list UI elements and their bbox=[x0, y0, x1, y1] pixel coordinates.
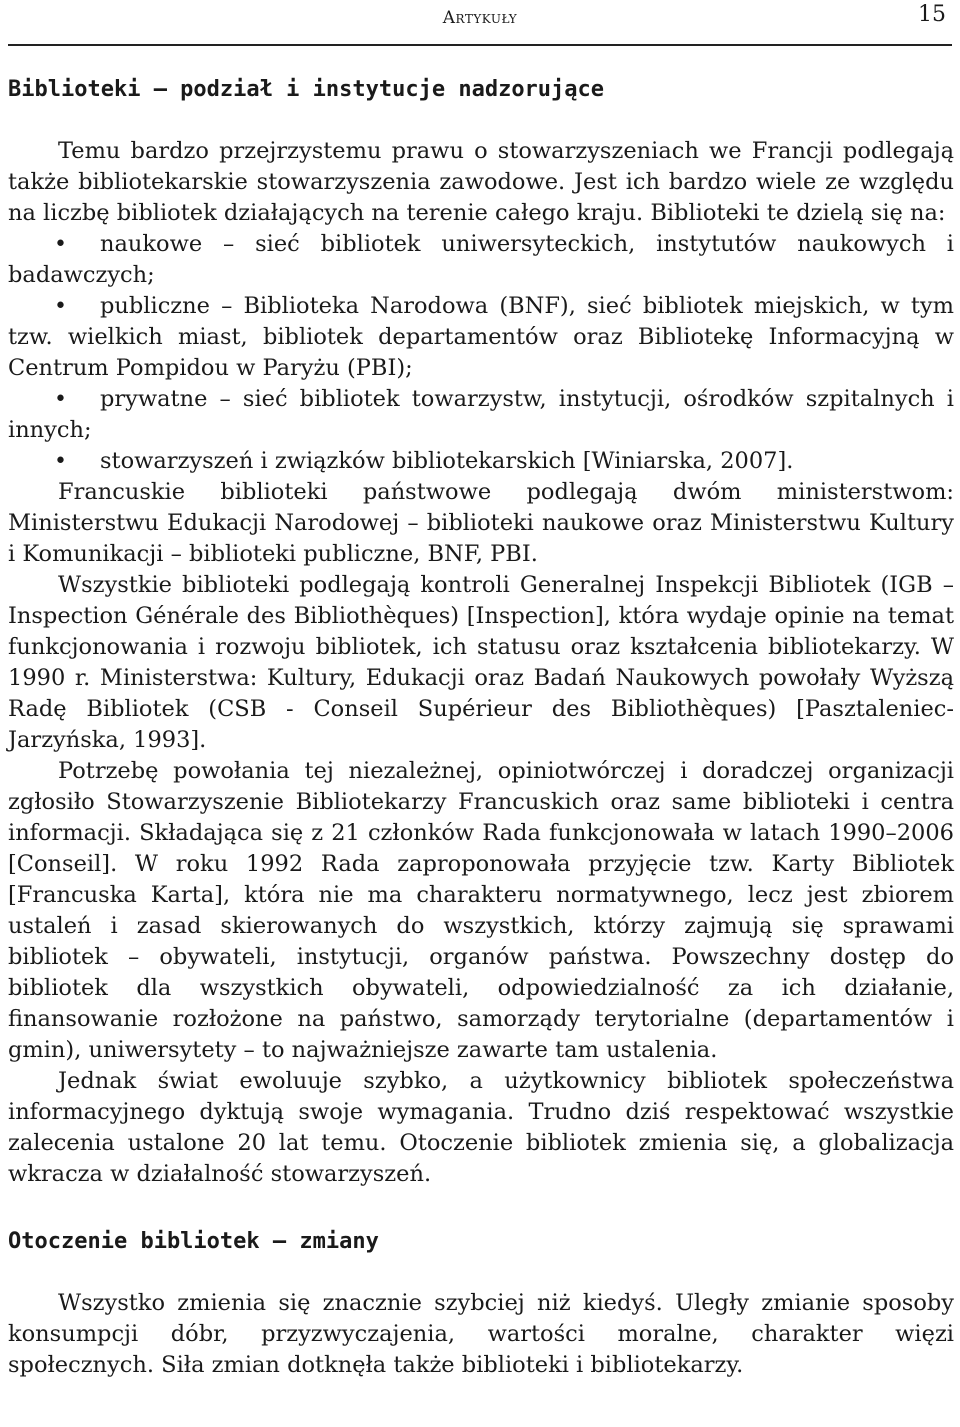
list-item: • prywatne – sieć bibliotek towarzystw, instytucji, ośrodków szpitalnych i innych; bbox=[8, 384, 954, 446]
paragraph-ministries: Francuskie biblioteki państwowe podlegają dwóm ministerstwom: Ministerstwu Edukacji Narodowej – biblioteki naukowe oraz Ministerstwu Kultury i Komunikacji – biblioteki publiczne, BNF, PBI. bbox=[8, 479, 954, 567]
section-heading-otoczenie: Otoczenie bibliotek – zmiany bbox=[8, 1229, 379, 1254]
paragraph-changes: Wszystko zmienia się znacznie szybciej niż kiedyś. Uległy zmianie sposoby konsumpcji dóbr, przyzwyczajenia, wartości moralne, charakter więzi społecznych. Siła zmian dotknęła także biblioteki i bibliotekarzy. bbox=[8, 1290, 954, 1378]
list-item: • naukowe – sieć bibliotek uniwersyteckich, instytutów naukowych i badawczych; bbox=[8, 229, 954, 291]
section-heading-biblioteki: Biblioteki – podział i instytucje nadzorujące bbox=[8, 77, 605, 102]
running-head: Artykuły bbox=[442, 8, 518, 28]
paragraph-evolution: Jednak świat ewoluuje szybko, a użytkownicy bibliotek społeczeństwa informacyjnego dyktują swoje wymagania. Trudno dziś respektować wszystkie zalecenia ustalone 20 lat temu. Otoczenie bibliotek zmienia się, a globalizacja wkracza w działalność stowarzyszeń. bbox=[8, 1068, 954, 1187]
list-item: • stowarzyszeń i związków bibliotekarskich [Winiarska, 2007]. bbox=[8, 446, 954, 477]
paragraph-inspection: Wszystkie biblioteki podlegają kontroli Generalnej Inspekcji Bibliotek (IGB – Inspection Générale des Bibliothèques) [Inspection], która wydaje opinie na temat funkcjonowania i rozwoju bibliotek, ich statusu oraz kształcenia bibliotekarzy. W 1990 r. Ministerstwa: Kultury, Edukacji oraz Badań Naukowych powołały Wyższą Radę Bibliotek (CSB - Conseil Supérieur des Bibliothèques) [Pasztaleniec-Jarzyńska, 1993]. bbox=[8, 572, 954, 753]
article-body bbox=[8, 74, 954, 1381]
page-number: 15 bbox=[918, 2, 946, 27]
paragraph-council: Potrzebę powołania tej niezależnej, opiniotwórczej i doradczej organizacji zgłosiło Stowarzyszenie Bibliotekarzy Francuskich oraz same biblioteki i centra informacji. Składająca się z 21 członków Rada funkcjonowała w latach 1990–2006 [Conseil]. W roku 1992 Rada zaproponowała przyjęcie tzw. Karty Bibliotek [Francuska Karta], która nie ma charakteru normatywnego, lecz jest zbiorem ustaleń i zasad skierowanych do wszystkich, którzy zajmują się sprawami bibliotek – obywateli, instytucji, organów państwa. Powszechny dostęp do bibliotek dla wszystkich obywateli, odpowiedzialność za ich działanie, finansowanie rozłożone na państwo, samorządy terytorialne (departamentów i gmin), uniwersytety – to najważniejsze zawarte tam ustalenia. bbox=[8, 758, 954, 1063]
page-header bbox=[8, 0, 952, 46]
library-types-list bbox=[8, 229, 954, 477]
list-item: • publiczne – Biblioteka Narodowa (BNF), sieć bibliotek miejskich, w tym tzw. wielkich miast, bibliotek departamentów oraz Bibliotekę Informacyjną w Centrum Pompidou w Paryżu (PBI); bbox=[8, 291, 954, 384]
intro-paragraph: Temu bardzo przejrzystemu prawu o stowarzyszeniach we Francji podlegają także bibliotekarskie stowarzyszenia zawodowe. Jest ich bardzo wiele ze względu na liczbę bibliotek działających na terenie całego kraju. Biblioteki te dzielą się na: bbox=[8, 138, 954, 226]
